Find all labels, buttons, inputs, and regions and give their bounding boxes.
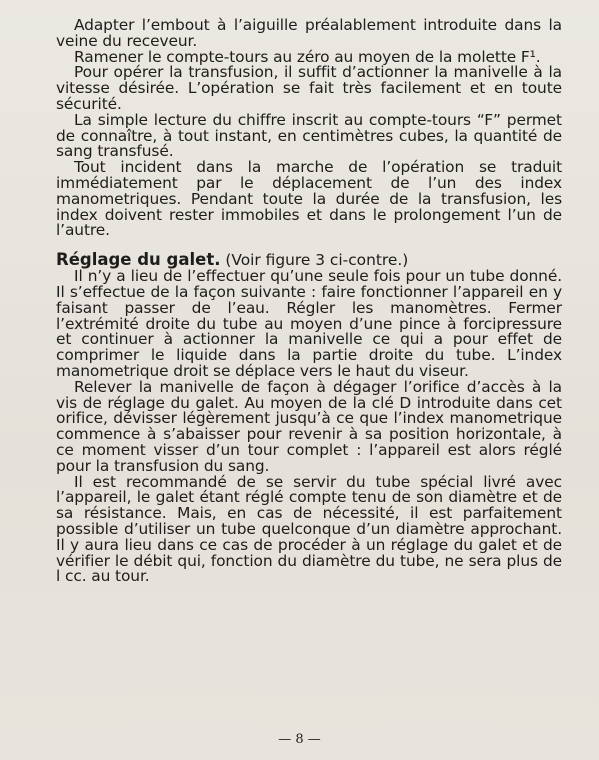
paragraph: Adapter l’embout à l’aiguille préalablement introduite dans la veine du receveur. bbox=[56, 16, 562, 50]
paragraph: Relever la manivelle de façon à dégager l’orifice d’accès à la vis de réglage du galet. Au moyen de la clé D introduite dans cet orifice, dévisser légèrement jusqu’à ce que l’index manometrique commence à s’abaisser pour revenir à sa position horizontale, à ce moment visser d’un tour complet : l’appareil est alors réglé pour la transfusion du sang. bbox=[56, 377, 562, 475]
paragraph: Il n’y a lieu de l’effectuer qu’une seule fois pour un tube donné. Il s’effectue de la façon suivante : faire fonctionner l’appareil en y faisant passer de l’eau. Régler les manomètres. Fermer l’extrémité droite du tube au moyen d’une pince à forcipressure et continuer à actionner la manivelle ce qui a pour effet de comprimer le liquide dans la partie droite du tube. L’index manometrique droit se déplace vers le haut du viseur. bbox=[56, 267, 562, 380]
section-title: Réglage du galet. bbox=[56, 250, 221, 270]
paragraph: Ramener le compte-tours au zéro au moyen de la molette F¹. bbox=[74, 47, 541, 66]
page-content bbox=[56, 18, 562, 585]
paragraph: Tout incident dans la marche de l’opération se traduit immédiatement par le déplacement de l’un des index manometriques. Pendant toute la durée de la transfusion, les index doivent rester immobiles et dans le prolongement l’un de l’autre. bbox=[56, 158, 562, 240]
paragraph: Il est recommandé de se servir du tube spécial livré avec l’appareil, le galet étant réglé compte tenu de son diamètre et de sa résistance. Mais, en cas de nécessité, il est parfaitement possible d’utiliser un tube quelconque d’un diamètre approchant. Il y aura lieu dans ce cas de procéder à un réglage du galet et de vérifier le débit qui, fonction du diamètre du tube, ne sera plus de l cc. au tour. bbox=[56, 472, 562, 586]
paragraph: La simple lecture du chiffre inscrit au compte-tours “F” permet de connaître, à tout instant, en centimètres cubes, la quantité de sang transfusé. bbox=[56, 110, 562, 161]
section-note: (Voir figure 3 ci-contre.) bbox=[225, 251, 409, 270]
paragraph: Pour opérer la transfusion, il suffit d’actionner la manivelle à la vitesse désirée. L’opération se fait très facilement et en toute sécurité. bbox=[56, 63, 562, 113]
page-number: — 8 — bbox=[278, 732, 321, 747]
